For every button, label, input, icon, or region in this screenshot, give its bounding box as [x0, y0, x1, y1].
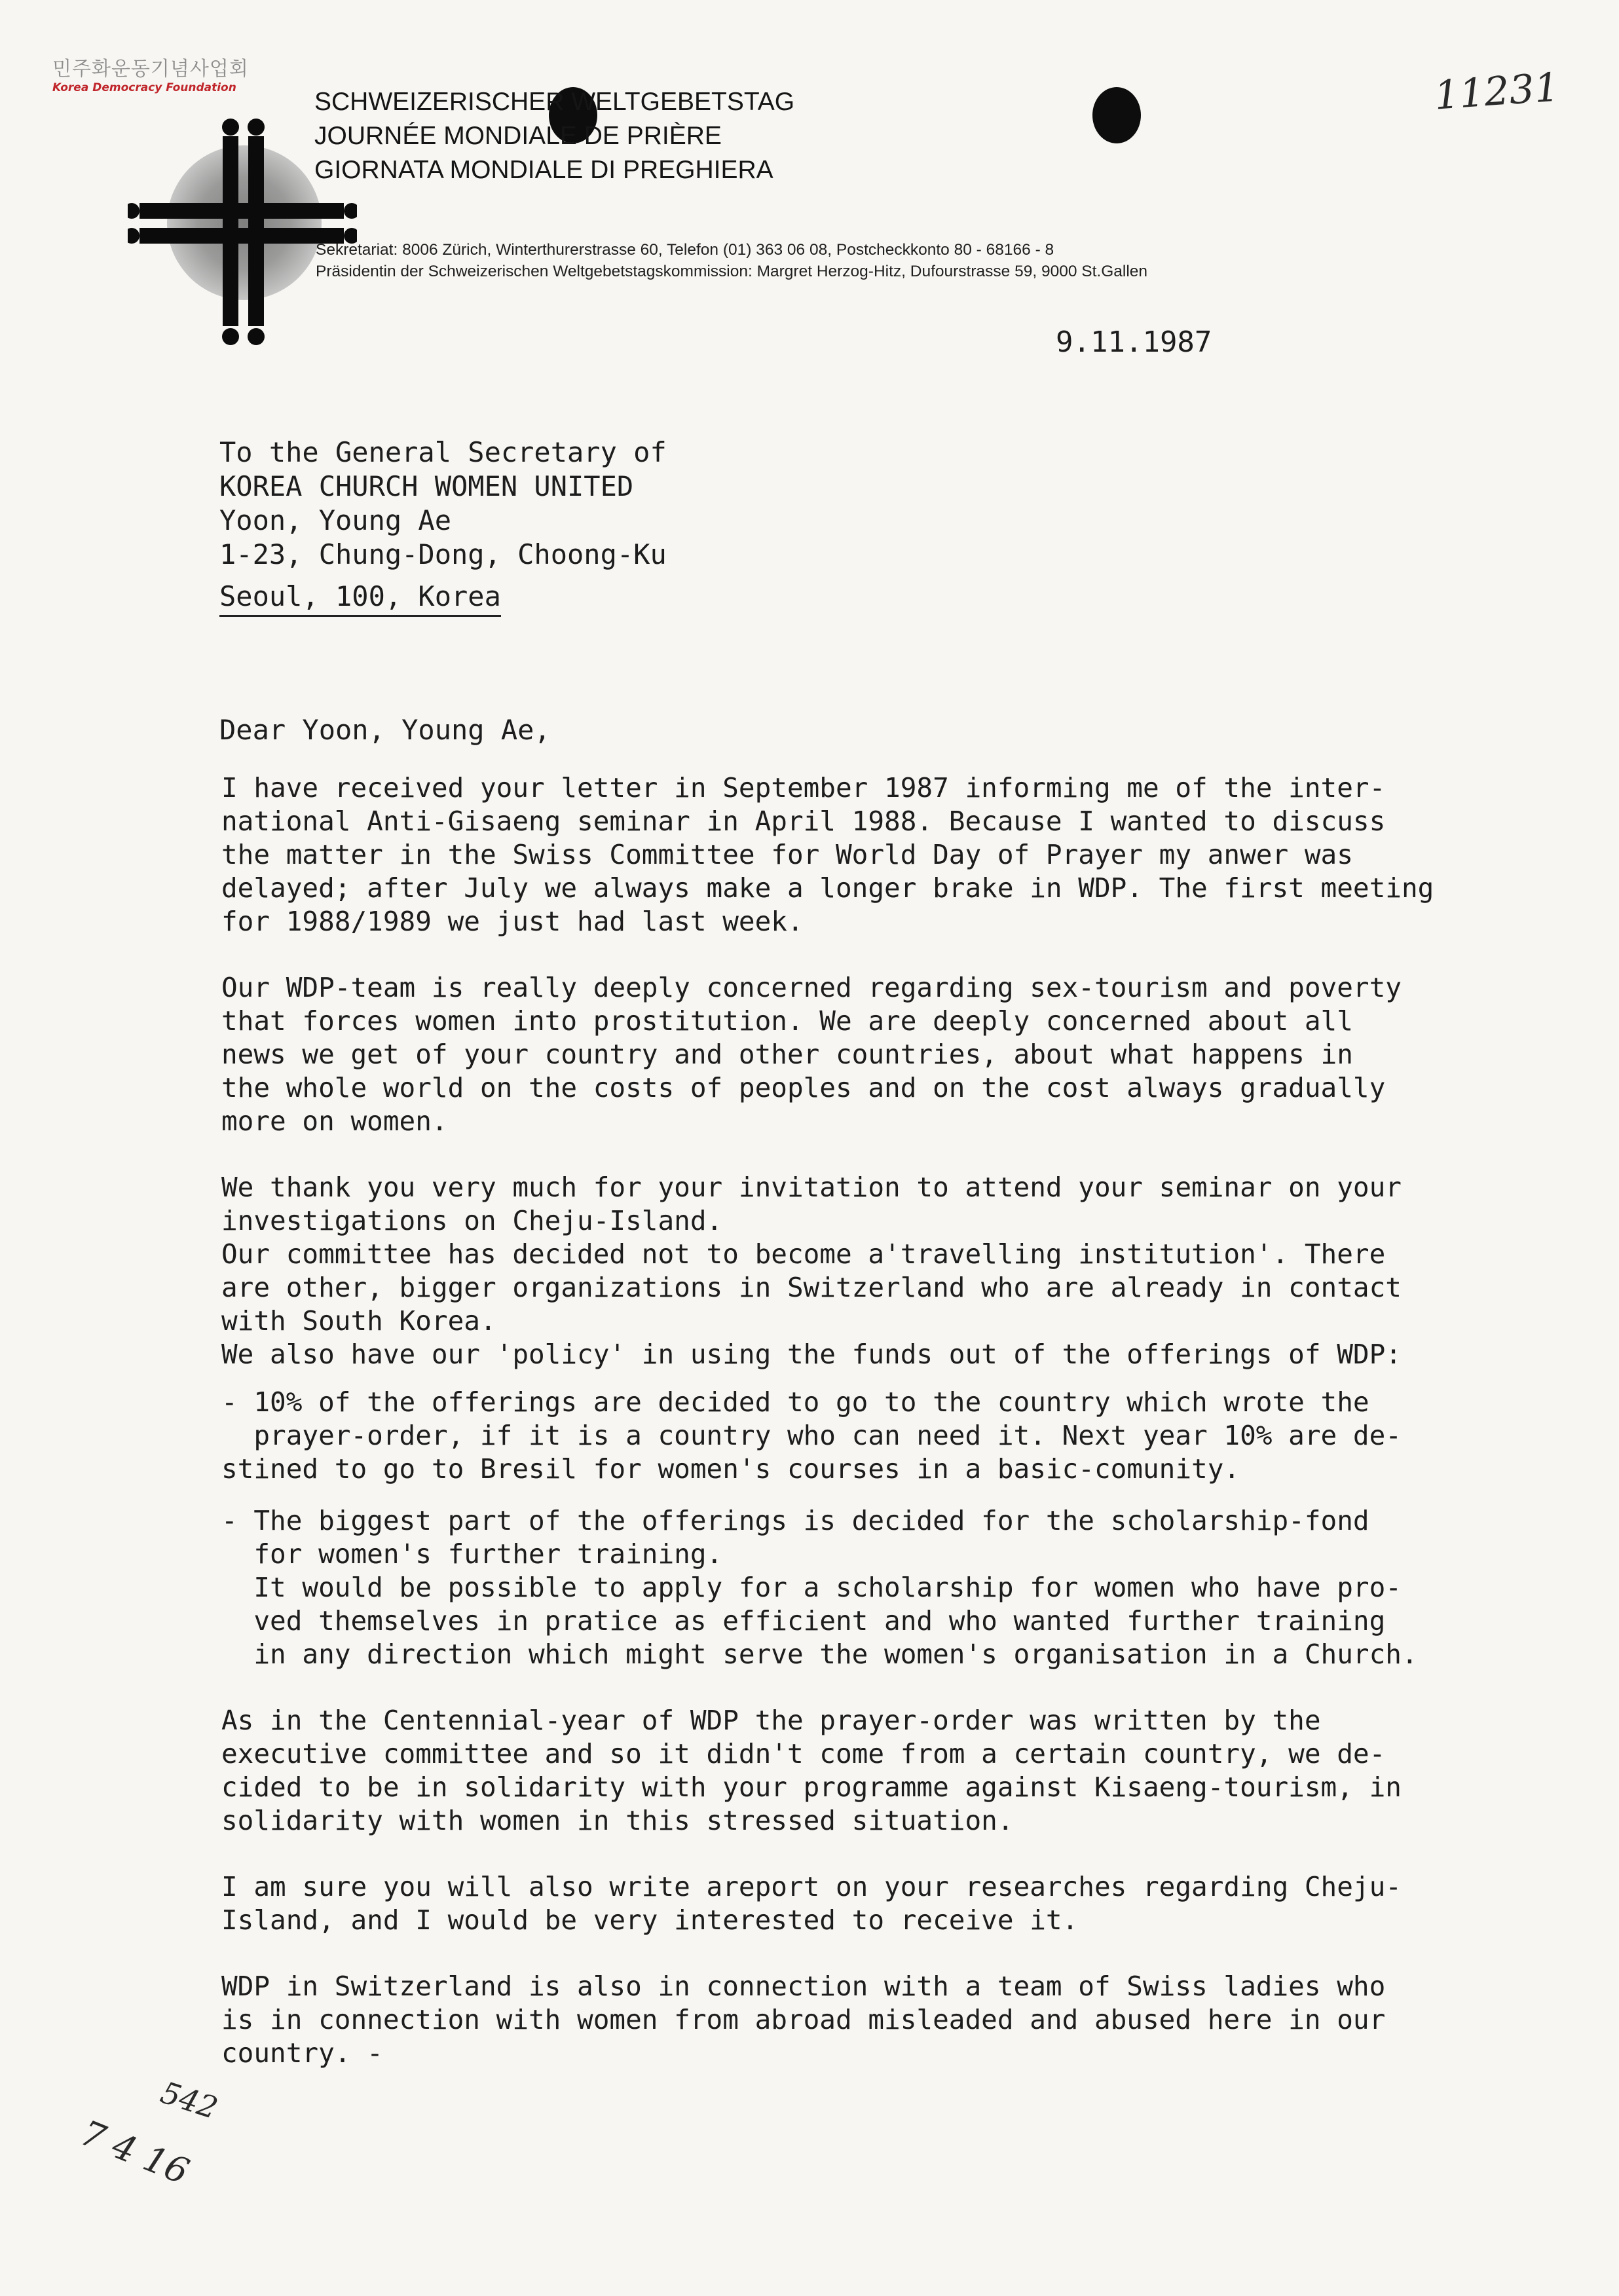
- body-line: I am sure you will also write areport on your researches regarding Cheju-: [221, 1871, 1402, 1902]
- bullet-line: prayer-order, if it is a country who can need it. Next year 10% are de-: [221, 1420, 1402, 1451]
- letter-date: 9.11.1987: [1056, 325, 1212, 359]
- paragraph-2: [221, 971, 1466, 1138]
- letterhead-title: [314, 85, 794, 187]
- body-line: is in connection with women from abroad misleaded and abused here in our: [221, 2004, 1386, 2035]
- bullet-line: for women's further training.: [221, 1538, 723, 1570]
- body-line: We thank you very much for your invitation to attend your seminar on your: [221, 1172, 1402, 1203]
- body-line: the matter in the Swiss Committee for World Day of Prayer my anwer was: [221, 839, 1353, 870]
- bullet-line: - 10% of the offerings are decided to go to the country which wrote the: [221, 1386, 1369, 1418]
- body-line: Island, and I would be very interested to receive it.: [221, 1904, 1079, 1936]
- letterhead-line-it: GIORNATA MONDIALE DI PREGHIERA: [314, 156, 773, 184]
- body-line: for 1988/1989 we just had last week.: [221, 906, 804, 937]
- letterhead-contact: [316, 239, 1147, 282]
- address-line: KOREA CHURCH WOMEN UNITED: [219, 470, 634, 502]
- address-city-line: Seoul, 100, Korea: [219, 580, 501, 617]
- body-line: with South Korea.: [221, 1305, 496, 1337]
- body-line: the whole world on the costs of peoples and on the cost always gradually: [221, 1072, 1386, 1103]
- body-line: I have received your letter in September 1987 informing me of the inter-: [221, 772, 1386, 804]
- archive-korean-name: 민주화운동기념사업회: [52, 58, 249, 81]
- paragraph-3: [221, 1171, 1466, 1371]
- address-line: 1-23, Chung-Dong, Choong-Ku: [219, 538, 667, 570]
- body-line: are other, bigger organizations in Switzerland who are already in contact: [221, 1272, 1402, 1303]
- bullet-line: stined to go to Bresil for women's courses in a basic-comunity.: [221, 1453, 1240, 1485]
- body-line: investigations on Cheju-Island.: [221, 1205, 723, 1236]
- letterhead-line-de: SCHWEIZERISCHER WELTGEBETSTAG: [314, 88, 795, 116]
- body-line: solidarity with women in this stressed situation.: [221, 1805, 1014, 1836]
- letterhead-president: Präsidentin der Schweizerischen Weltgebetstagskommission: Margret Herzog-Hitz, Dufourstrasse 59, 9000 St.Gallen: [316, 263, 1148, 280]
- paragraph-1: [221, 771, 1466, 938]
- handwritten-date-note: 7 4 16: [75, 2112, 195, 2193]
- paragraph-5: [221, 1870, 1466, 1937]
- body-line: country. -: [221, 2037, 383, 2069]
- body-line: executive committee and so it didn't come from a certain country, we de-: [221, 1738, 1386, 1769]
- body-line: more on women.: [221, 1105, 448, 1137]
- paragraph-6: [221, 1970, 1466, 2070]
- letterhead-line-fr: JOURNÉE MONDIALE DE PRIÈRE: [314, 122, 722, 150]
- bullet-2: [221, 1504, 1466, 1671]
- address-line: Yoon, Young Ae: [219, 504, 452, 536]
- bullet-line: in any direction which might serve the women's organisation in a Church.: [221, 1639, 1418, 1670]
- body-line: Our WDP-team is really deeply concerned regarding sex-tourism and poverty: [221, 972, 1402, 1003]
- address-line: To the General Secretary of: [219, 436, 667, 468]
- reference-number: 11231: [1432, 64, 1561, 119]
- paragraph-4: [221, 1704, 1466, 1838]
- body-line: cided to be in solidarity with your programme against Kisaeng-tourism, in: [221, 1771, 1402, 1803]
- bullet-line: ved themselves in pratice as efficient and who wanted further training: [221, 1605, 1386, 1637]
- body-line: that forces women into prostitution. We are deeply concerned about all: [221, 1005, 1353, 1037]
- body-line: national Anti-Gisaeng seminar in April 1988. Because I wanted to discuss: [221, 805, 1386, 837]
- bullet-1: [221, 1386, 1466, 1486]
- punch-hole-right: [1092, 87, 1141, 143]
- letterhead-secretariat: Sekretariat: 8006 Zürich, Winterthurerstrasse 60, Telefon (01) 363 06 08, Postcheckkonto 80 - 68166 - 8: [316, 241, 1054, 259]
- letter-body: [221, 771, 1466, 2103]
- recipient-address: [219, 435, 667, 617]
- body-line: As in the Centennial-year of WDP the prayer-order was written by the: [221, 1705, 1321, 1736]
- salutation: Dear Yoon, Young Ae,: [219, 714, 551, 746]
- bullet-line: - The biggest part of the offerings is decided for the scholarship-fond: [221, 1505, 1369, 1536]
- body-line: delayed; after July we always make a longer brake in WDP. The first meeting: [221, 872, 1434, 904]
- body-line: WDP in Switzerland is also in connection with a team of Swiss ladies who: [221, 1971, 1386, 2002]
- handwritten-page-number: 542: [156, 2074, 223, 2126]
- body-line: news we get of your country and other countries, about what happens in: [221, 1039, 1353, 1070]
- body-line: We also have our 'policy' in using the funds out of the offerings of WDP:: [221, 1339, 1402, 1370]
- archive-stamp: [52, 52, 249, 94]
- bullet-line: It would be possible to apply for a scholarship for women who have pro-: [221, 1572, 1402, 1603]
- archive-english-name: Korea Democracy Foundation: [52, 81, 236, 94]
- body-line: Our committee has decided not to become a'travelling institution'. There: [221, 1238, 1386, 1270]
